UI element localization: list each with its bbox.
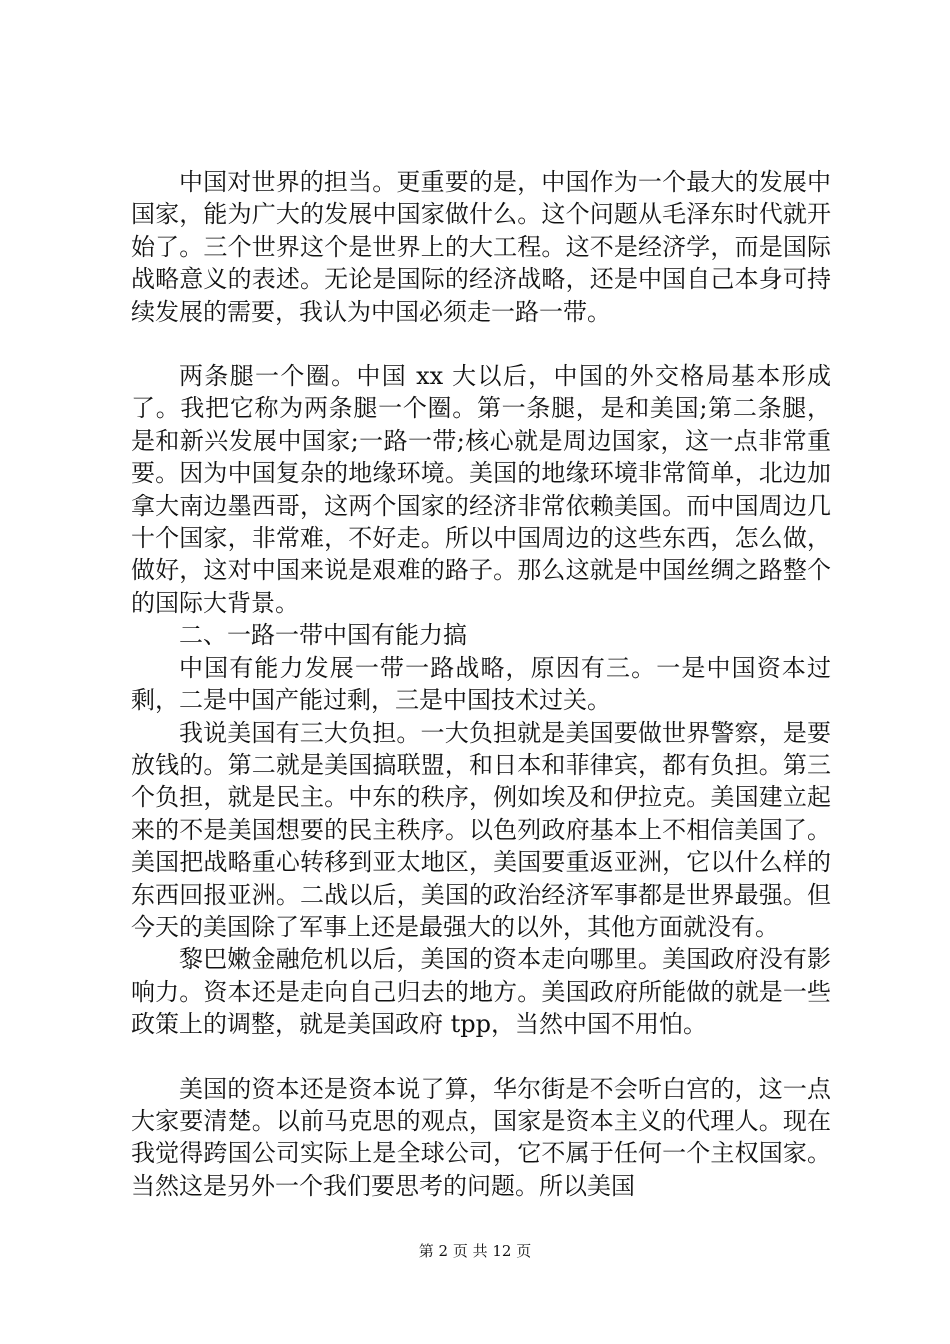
page-footer: 第 2 页 共 12 页	[418, 1242, 532, 1260]
paragraph-4: 我说美国有三大负担。一大负担就是美国要做世界警察，是要放钱的。第二就是美国搞联盟，和日本和菲律宾，都有负担。第三个负担，就是民主。中东的秩序，例如埃及和伊拉克。美国建立起来的不是美国想要的民主秩序。以色列政府基本上不相信美国了。美国把战略重心转移到亚太地区，美国要重返亚洲，它以什么样的东西回报亚洲。二战以后，美国的政治经济军事都是世界最强。但今天的美国除了军事上还是最强大的以外，其他方面就没有。	[131, 718, 831, 941]
section-heading: 二、一路一带中国有能力搞	[179, 621, 467, 650]
paragraph-5: 黎巴嫩金融危机以后，美国的资本走向哪里。美国政府没有影响力。资本还是走向自己归去的地方。美国政府所能做的就是一些政策上的调整，就是美国政府 tpp，当然中国不用怕。	[131, 945, 831, 1039]
document-body	[131, 166, 831, 1202]
paragraph-3: 中国有能力发展一带一路战略，原因有三。一是中国资本过剩，二是中国产能过剩，三是中国技术过关。	[131, 653, 831, 715]
paragraph-1: 中国对世界的担当。更重要的是，中国作为一个最大的发展中国家，能为广大的发展中国家做什么。这个问题从毛泽东时代就开始了。三个世界这个是世界上的大工程。这不是经济学，而是国际战略意义的表述。无论是国际的经济战略，还是中国自己本身可持续发展的需要，我认为中国必须走一路一带。	[131, 168, 831, 326]
paragraph-6: 美国的资本还是资本说了算，华尔街是不会听白宫的，这一点大家要清楚。以前马克思的观点，国家是资本主义的代理人。现在我觉得跨国公司实际上是全球公司，它不属于任何一个主权国家。当然这是另外一个我们要思考的问题。所以美国	[131, 1074, 831, 1200]
paragraph-2: 两条腿一个圈。中国 xx 大以后，中国的外交格局基本形成了。我把它称为两条腿一个圈。第一条腿，是和美国;第二条腿，是和新兴发展中国家;一路一带;核心就是周边国家，这一点非常重要。因为中国复杂的地缘环境。美国的地缘环境非常简单，北边加拿大南边墨西哥，这两个国家的经济非常依赖美国。而中国周边几十个国家，非常难，不好走。所以中国周边的这些东西，怎么做，做好，这对中国来说是艰难的路子。那么这就是中国丝绸之路整个的国际大背景。	[131, 362, 831, 617]
